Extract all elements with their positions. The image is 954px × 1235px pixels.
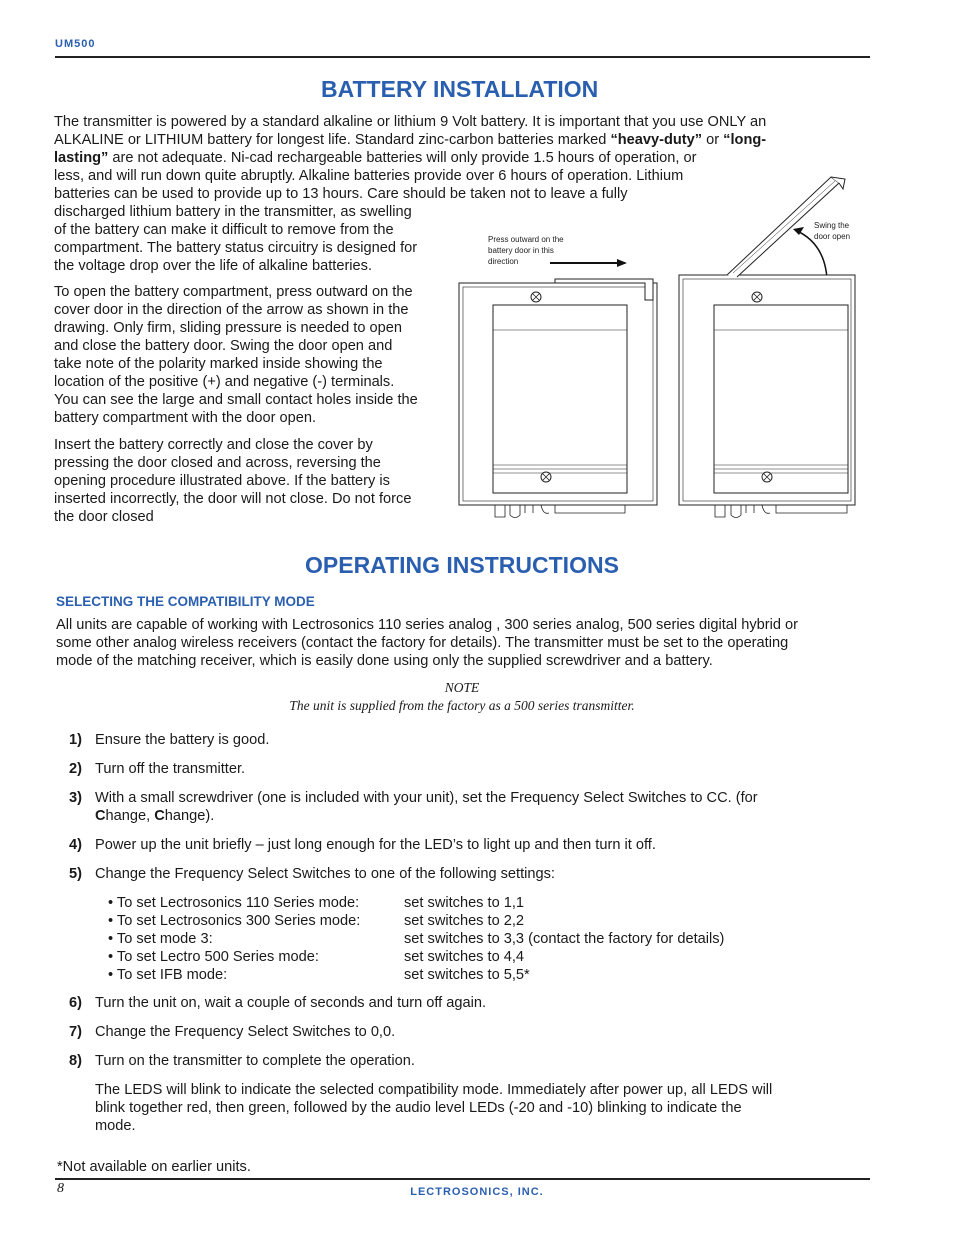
press-label-line: direction: [488, 257, 519, 266]
line: Insert the battery correctly and close the cover by: [54, 437, 373, 453]
line: drawing. Only firm, sliding pressure is needed to open: [54, 320, 402, 336]
setting-row: • To set Lectro 500 Series mode: set switches to 4,4: [108, 949, 525, 965]
line: All units are capable of working with Lectrosonics 110 series analog , 300 series analog, 500 series digital hybrid or: [56, 617, 798, 633]
line: The LEDS will blink to indicate the selected compatibility mode. Immediately after power up, all LEDS will: [95, 1082, 773, 1098]
setting-row: • To set mode 3: set switches to 3,3 (contact the factory for details): [108, 931, 725, 947]
step-text: Change the Frequency Select Switches to 0,0.: [95, 1024, 396, 1040]
line: mode of the matching receiver, which is easily done using only the supplied screwdriver and a battery.: [56, 653, 713, 669]
setting-row: • To set Lectrosonics 110 Series mode: set switches to 1,1: [108, 895, 525, 911]
press-label-line: Press outward on the: [488, 235, 564, 244]
line: and close the battery door. Swing the door open and: [54, 338, 393, 354]
line: battery compartment with the door open.: [54, 410, 317, 426]
mode-settings-list: [108, 894, 808, 984]
line: the voltage drop over the life of alkaline batteries.: [54, 258, 373, 274]
step-text: Turn the unit on, wait a couple of seconds and turn off again.: [95, 995, 487, 1011]
step-text: Ensure the battery is good.: [95, 732, 270, 748]
step-text: With a small screwdriver (one is included with your unit), set the Frequency Select Switches to CC. (for: [95, 790, 758, 806]
footnote: *Not available on earlier units.: [57, 1159, 251, 1175]
line: lasting” are not adequate. Ni-cad rechargeable batteries will only provide 1.5 hours of operation, or: [54, 150, 697, 166]
line: location of the positive (+) and negative (-) terminals.: [54, 374, 395, 390]
step-item: [69, 865, 855, 883]
line: some other analog wireless receivers (contact the factory for details). The transmitter must be set to the operating: [56, 635, 789, 651]
step-item: [69, 731, 855, 749]
step-number: 2): [69, 761, 82, 777]
line: You can see the large and small contact holes inside the: [54, 392, 418, 408]
step-item: [69, 994, 855, 1012]
transmitter-closed-door: [459, 279, 657, 518]
line: pressing the door closed and across, reversing the: [54, 455, 381, 471]
line: less, and will run down quite abruptly. Alkaline batteries provide over 6 hours of operation. Lithium: [54, 168, 684, 184]
step-item: 3) With a small screwdriver (one is included with your unit), set the Frequency Select Switches to CC. (for Change, Change).: [69, 790, 758, 824]
line: compartment. The battery status circuitry is designed for: [54, 240, 418, 256]
step-number: 1): [69, 732, 82, 748]
operating-title: OPERATING INSTRUCTIONS: [305, 552, 619, 578]
step-item: [69, 760, 855, 778]
step-number: 3): [69, 790, 82, 806]
line: batteries can be used to provide up to 13 hours. Care should be taken not to leave a fully: [54, 186, 628, 202]
line: The transmitter is powered by a standard alkaline or lithium 9 Volt battery. It is important that you use ONLY an: [54, 114, 767, 130]
note-title: NOTE: [444, 680, 480, 695]
setting-row: • To set IFB mode: set switches to 5,5*: [108, 967, 530, 983]
step-text: Power up the unit briefly – just long enough for the LED’s to light up and then turn it off.: [95, 837, 656, 853]
line: the door closed: [54, 509, 154, 525]
line: of the battery can make it difficult to remove from the: [54, 222, 394, 238]
battery-door-illustration: [455, 175, 865, 525]
line: blink together red, then green, followed by the audio level LEDs (-20 and -10) blinking to indicate the: [95, 1100, 742, 1116]
company-footer: LECTROSONICS, INC.: [410, 1186, 544, 1198]
factory-note: [0, 679, 924, 715]
line: opening procedure illustrated above. If the battery is: [54, 473, 390, 489]
step-text: Change the Frequency Select Switches to one of the following settings:: [95, 866, 555, 882]
swing-label-line: Swing the: [814, 221, 850, 230]
line: take note of the polarity marked inside showing the: [54, 356, 383, 372]
step-item: [69, 1052, 855, 1070]
step-item: [69, 1023, 855, 1041]
step-item: [69, 836, 855, 854]
line: To open the battery compartment, press outward on the: [54, 284, 413, 300]
press-arrow-head-icon: [617, 259, 627, 267]
operating-intro: [56, 616, 876, 670]
battery-para-open: [54, 283, 454, 427]
setting-row: • To set Lectrosonics 300 Series mode: set switches to 2,2: [108, 913, 525, 929]
compatibility-subtitle: SELECTING THE COMPATIBILITY MODE: [56, 594, 315, 609]
line: mode.: [95, 1118, 136, 1134]
line: inserted incorrectly, the door will not close. Do not force: [54, 491, 412, 507]
battery-para-insert: [54, 436, 454, 526]
step-number: 4): [69, 837, 82, 853]
line: cover door in the direction of the arrow as shown in the: [54, 302, 409, 318]
press-label-line: battery door in this: [488, 246, 554, 255]
battery-title: BATTERY INSTALLATION: [321, 76, 599, 102]
header-rule: [55, 56, 870, 58]
step-text: Turn off the transmitter.: [95, 761, 246, 777]
line: discharged lithium battery in the transmitter, as swelling: [54, 204, 412, 220]
step-text: Turn on the transmitter to complete the operation.: [95, 1053, 415, 1069]
footer-rule: [55, 1178, 870, 1180]
model-header: UM500: [55, 38, 96, 50]
line: ALKALINE or LITHIUM battery for longest life. Standard zinc-carbon batteries marked “heavy-duty” or “long-: [54, 132, 767, 148]
page-number: 8: [57, 1181, 64, 1196]
step-number: 5): [69, 866, 82, 882]
step-number: 8): [69, 1053, 82, 1069]
note-text: The unit is supplied from the factory as a 500 series transmitter.: [289, 698, 635, 713]
closing-paragraph: [95, 1081, 855, 1135]
swing-label-line: door open: [814, 232, 851, 241]
step-number: 6): [69, 995, 82, 1011]
step-number: 7): [69, 1024, 82, 1040]
